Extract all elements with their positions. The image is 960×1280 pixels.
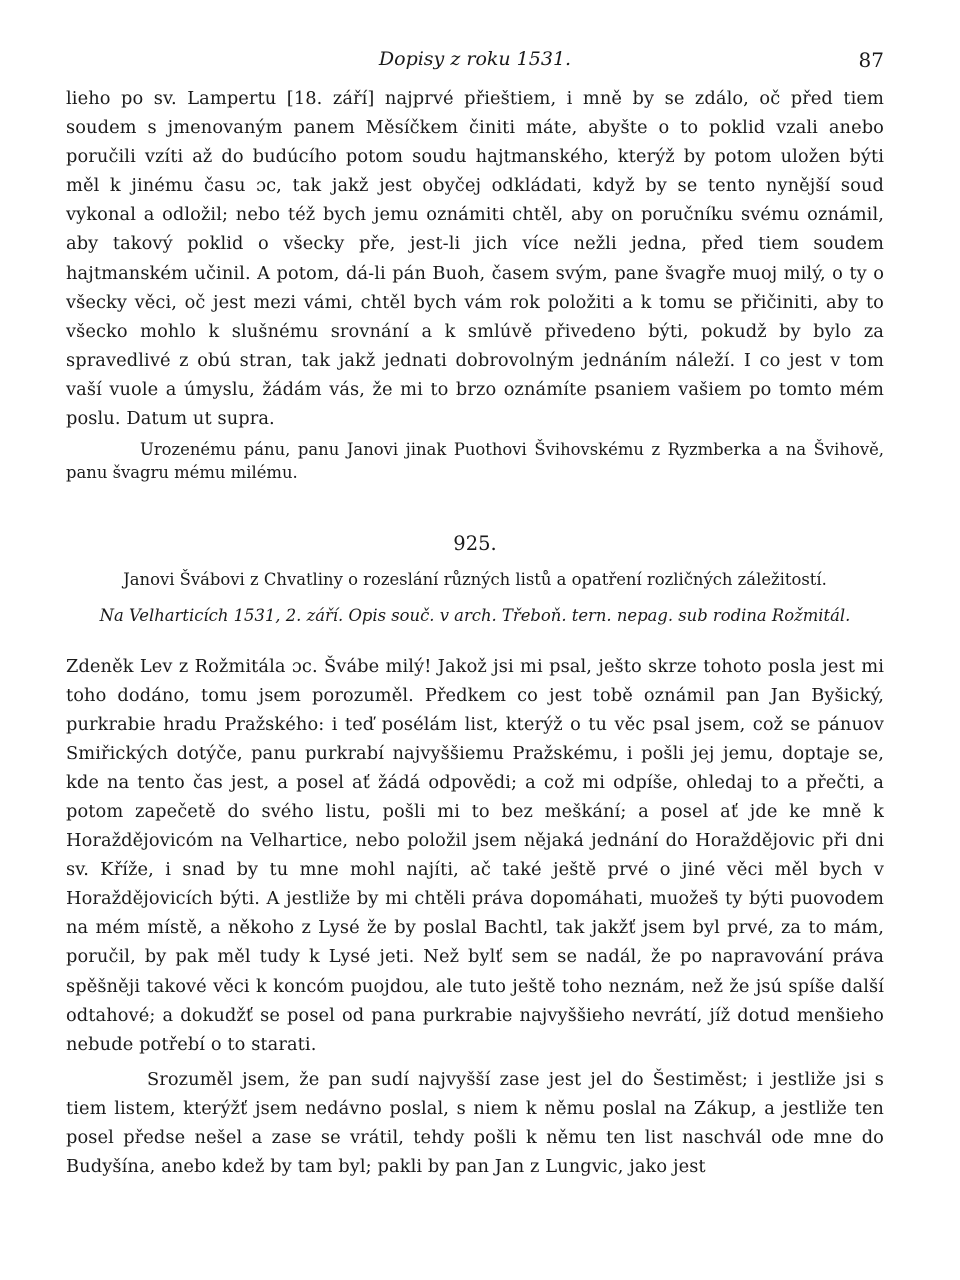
letter-paragraph-2: Srozuměl jsem, že pan sudí najvyšší zase jest jel do Šestiměst; i jestliže jsi s tiem listem, kterýžť jsem nedávno poslal, s niem k němu poslal na Zákup, a jestliže ten posel předse nešel a zase se vrátil, tehdy pošli k němu ten list naschvál ode mne do Budyšína, anebo kdež by tam byl; pakli by pan Jan z Lungvic, jako jest [66,1068,884,1178]
letter-regest: Janovi Švábovi z Chvatliny o rozeslání různých listů a opatření rozličných záležitostí. [123,570,827,590]
page-number: 87 [858,48,884,72]
document-page [66,44,884,1181]
letter-number: 925. [453,532,497,556]
running-head [66,44,884,84]
previous-letter-text: lieho po sv. Lampertu [18. září] najprvé přieštiem, i mně by se zdálo, oč před tiem soudem s jmenovaným panem Měsíčkem činiti máte, abyšte o to poklid vzali anebo poručili vzíti až do budúcího potom soudu hajtmanského, kterýž by potom uložen býti měl k jinému času ɔc, tak jakž jest obyčej odkládati, když by se tento nynější soud vykonal a odložil; nebo též bych jemu oznámiti chtěl, aby on poručníku svému oznámil, aby takový poklid o všecky pře, jest-li jich více nežli jedna, před tiem soudem hajtmanském učinil. A potom, dá-li pán Buoh, časem svým, pane švagře muoj milý, o ty o všecky věci, oč jest mezi vámi, chtěl bych vám rok položiti a k tomu se přičiniti, aby to všecko mohlo k slušnému srovnání a k smlúvě přivedeno býti, pokudž by bylo za spravedlivé z obú stran, tak jakž jednati dobrovolným jednáním náleží. I co jest v tom vaší vuole a úmyslu, žádám vás, že mi to brzo oznámíte psaniem vašiem po tomto mém poslu. Datum ut supra. [66,88,884,430]
running-title: Dopisy z roku 1531. [378,48,572,70]
letter-source-note: Na Velharticích 1531, 2. září. Opis souč. v arch. Třeboň. tern. nepag. sub rodina Rožmitál. [99,605,851,625]
letter-paragraph-1: Zdeněk Lev z Rožmitála ɔc. Švábe milý! Jakož jsi mi psal, ješto skrze tohoto posla jest mi toho dodáno, tomu jsem porozuměl. Předkem co jest tobě oznámil pan Jan Byšický, purkrabie hradu Pražského: i teď posélám list, kterýž o tu věc psal jsem, což se pánuov Smiřických dotýče, panu purkrabí najvyššiemu Pražskému, i pošli jej jemu, doptaje se, kde na tento čas jest, a posel ať žádá odpovědi; a což mi odpíše, ohledaj to a přečti, a potom zapečetě do svého listu, pošli mi to bez meškání; a posel ať jde ke mně k Horaždějovicóm na Velhartice, nebo položil jsem nějaká jednání do Horaždějovic při dni sv. Kříže, i snad by tu mne mohl najíti, ač také ještě prvé o jiné věci měl bych v Horaždějovicích býti. A jestliže by mi chtěli práva dopomáhati, muožeš ty býti puovodem na mém místě, a někoho z Lysé že by poslal Bachtl, tak jakžť jsem byl prvé, za to mám, poručil, by pak měl tudy k Lysé jeti. Než bylť sem se nadál, že po napravování práva spěšněji takové věci k koncóm puojdou, ale tuto ještě toho neznám, než že jsú spíše další odtahové; a dokudžť se posel od pana purkrabie najvyššieho nevrátí, jíž dotud menšieho nebude potřebí o to starati. [66,655,884,1055]
letter-address: Urozenému pánu, panu Janovi jinak Puothovi Švihovskému z Ryzmberka a na Švihově, panu švagru mému milému. [66,440,884,483]
